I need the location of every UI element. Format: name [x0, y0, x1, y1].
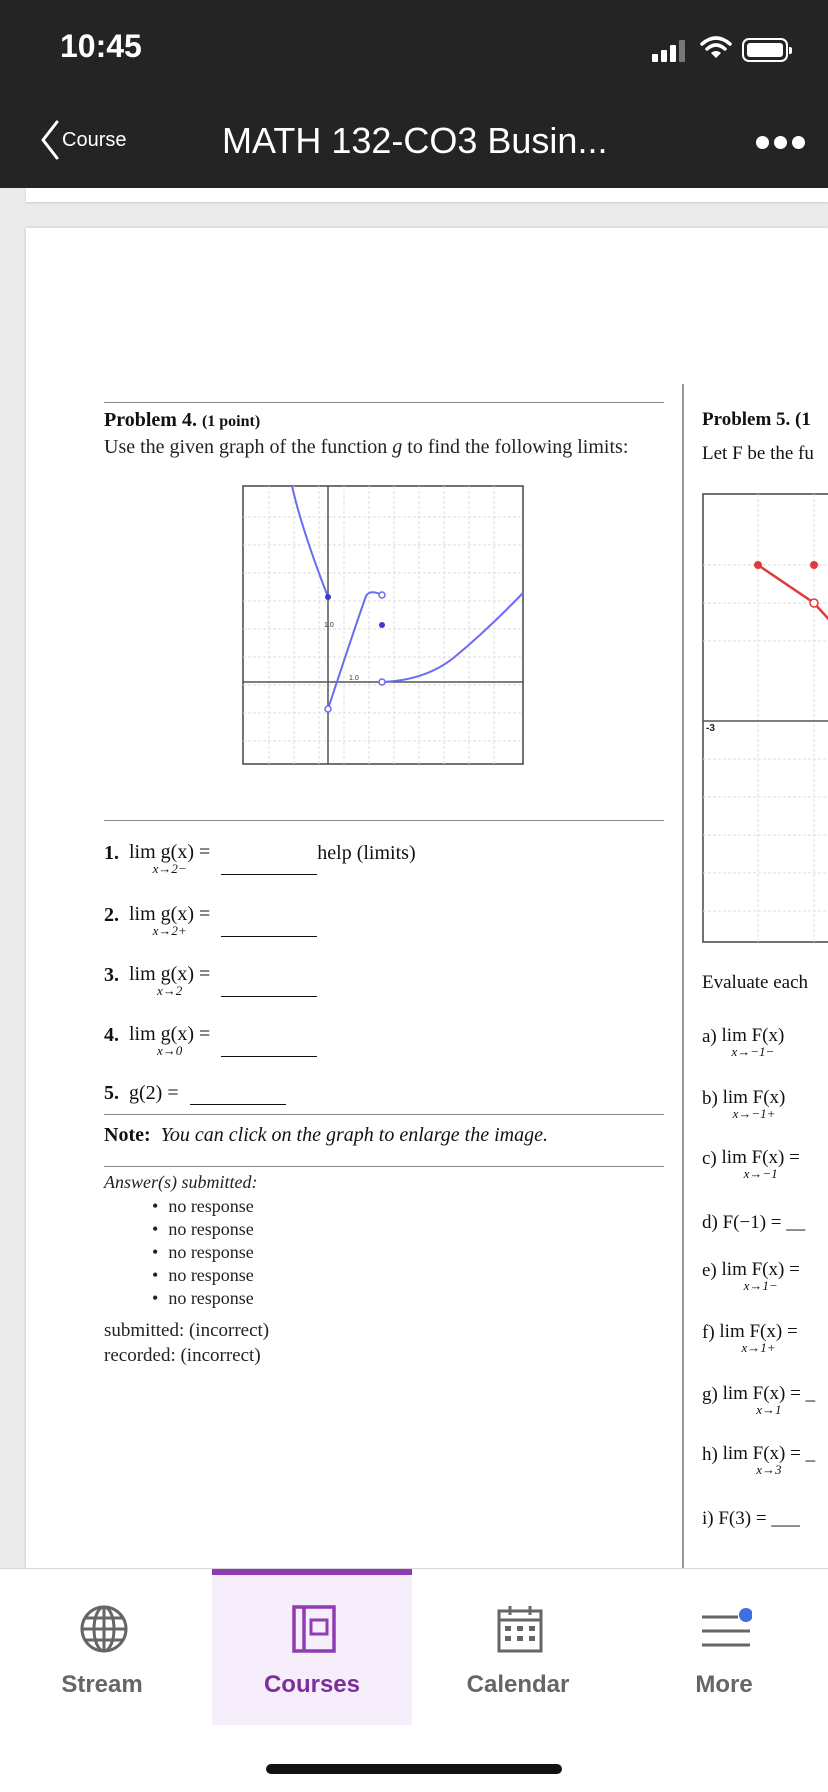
answer-item: • no response	[152, 1287, 269, 1310]
answer-item: • no response	[152, 1195, 269, 1218]
wifi-icon	[700, 36, 732, 60]
answer-input-1[interactable]	[221, 857, 317, 875]
svg-text:1.0: 1.0	[349, 675, 359, 682]
nav-bar	[0, 94, 828, 188]
recorded-status: recorded: (incorrect)	[104, 1345, 261, 1366]
page-title: MATH 132-CO3 Busin...	[222, 120, 608, 161]
back-button[interactable]	[40, 118, 126, 162]
limit-question-1: 1. lim g(x) = x→2− help (limits)	[104, 841, 416, 876]
tab-stream[interactable]	[2, 1569, 202, 1725]
tab-label: Stream	[61, 1671, 143, 1698]
tab-label: Calendar	[466, 1671, 570, 1698]
f-question-f: f) lim F(x) = x→1+	[702, 1321, 798, 1355]
answer-item: • no response	[152, 1218, 269, 1241]
graph-note: Note: You can click on the graph to enlarge the image.	[104, 1124, 548, 1146]
tab-label: Courses	[263, 1671, 361, 1698]
f-question-g: g) lim F(x) = _ x→1	[702, 1383, 816, 1417]
evaluate-instruction: Evaluate each	[702, 972, 809, 993]
more-menu-icon	[700, 1603, 752, 1655]
value-question-5: 5. g(2) =	[104, 1082, 286, 1105]
f-question-d: d) F(−1) = __	[702, 1212, 806, 1233]
home-indicator[interactable]	[266, 1764, 562, 1774]
tab-more[interactable]	[624, 1569, 824, 1725]
f-question-i: i) F(3) = ___	[702, 1508, 800, 1529]
answer-input-2[interactable]	[221, 919, 317, 937]
f-question-a: a) lim F(x) x→−1−	[702, 1025, 785, 1059]
answer-input-5[interactable]	[190, 1087, 286, 1105]
problem-5-title: Problem 5. (1	[702, 409, 811, 430]
status-time: 10:45	[60, 28, 142, 64]
tab-courses[interactable]	[212, 1569, 412, 1725]
signal-icon	[652, 40, 688, 62]
graph-axis-label: -3	[706, 723, 715, 734]
svg-text:1.0: 1.0	[324, 622, 334, 629]
limit-question-4: 4. lim g(x) = x→0	[104, 1024, 317, 1057]
answers-submitted: Answer(s) submitted: • no response • no response • no response • no response • no response submitted: (incorrect) recorded: (incorrect)	[104, 1172, 269, 1368]
divider	[104, 1166, 664, 1167]
bottom-tab-bar	[0, 1568, 828, 1792]
tab-label: More	[695, 1671, 753, 1698]
answer-item: • no response	[152, 1264, 269, 1287]
function-g-graph[interactable]	[242, 485, 524, 765]
f-question-h: h) lim F(x) = _ x→3	[702, 1443, 816, 1477]
problem-4-title: Problem 4. (1 point)	[104, 409, 261, 431]
divider	[104, 820, 664, 821]
globe-icon	[78, 1603, 130, 1655]
courses-icon	[288, 1603, 340, 1655]
chevron-left-icon	[40, 118, 60, 162]
f-question-c: c) lim F(x) = x→−1	[702, 1147, 800, 1181]
limit-question-2: 2. lim g(x) = x→2+	[104, 904, 317, 937]
problem-4-header	[104, 402, 664, 459]
submitted-status: submitted: (incorrect)	[104, 1320, 270, 1341]
calendar-icon	[494, 1603, 546, 1655]
answer-input-4[interactable]	[221, 1039, 317, 1057]
problem-5-description: Let F be the fu	[702, 443, 814, 464]
answer-item: • no response	[152, 1241, 269, 1264]
help-limits-link[interactable]: help (limits)	[317, 842, 416, 864]
limit-question-3: 3. lim g(x) = x→2	[104, 964, 317, 997]
column-separator	[682, 384, 684, 1568]
answer-input-3[interactable]	[221, 979, 317, 997]
battery-icon	[742, 38, 788, 62]
previous-page-edge	[26, 188, 828, 202]
f-question-b: b) lim F(x) x→−1+	[702, 1087, 786, 1121]
divider	[104, 1114, 664, 1115]
more-options-icon[interactable]	[756, 136, 806, 150]
document-page[interactable]	[26, 228, 828, 1568]
f-question-e: e) lim F(x) = x→1−	[702, 1259, 800, 1293]
back-label: Course	[62, 128, 127, 151]
status-bar	[0, 0, 828, 94]
tab-calendar[interactable]	[418, 1569, 618, 1725]
function-f-graph[interactable]	[702, 493, 828, 943]
problem-5-header	[702, 409, 814, 465]
problem-4-description: Use the given graph of the function g to find the following limits:	[104, 436, 629, 458]
